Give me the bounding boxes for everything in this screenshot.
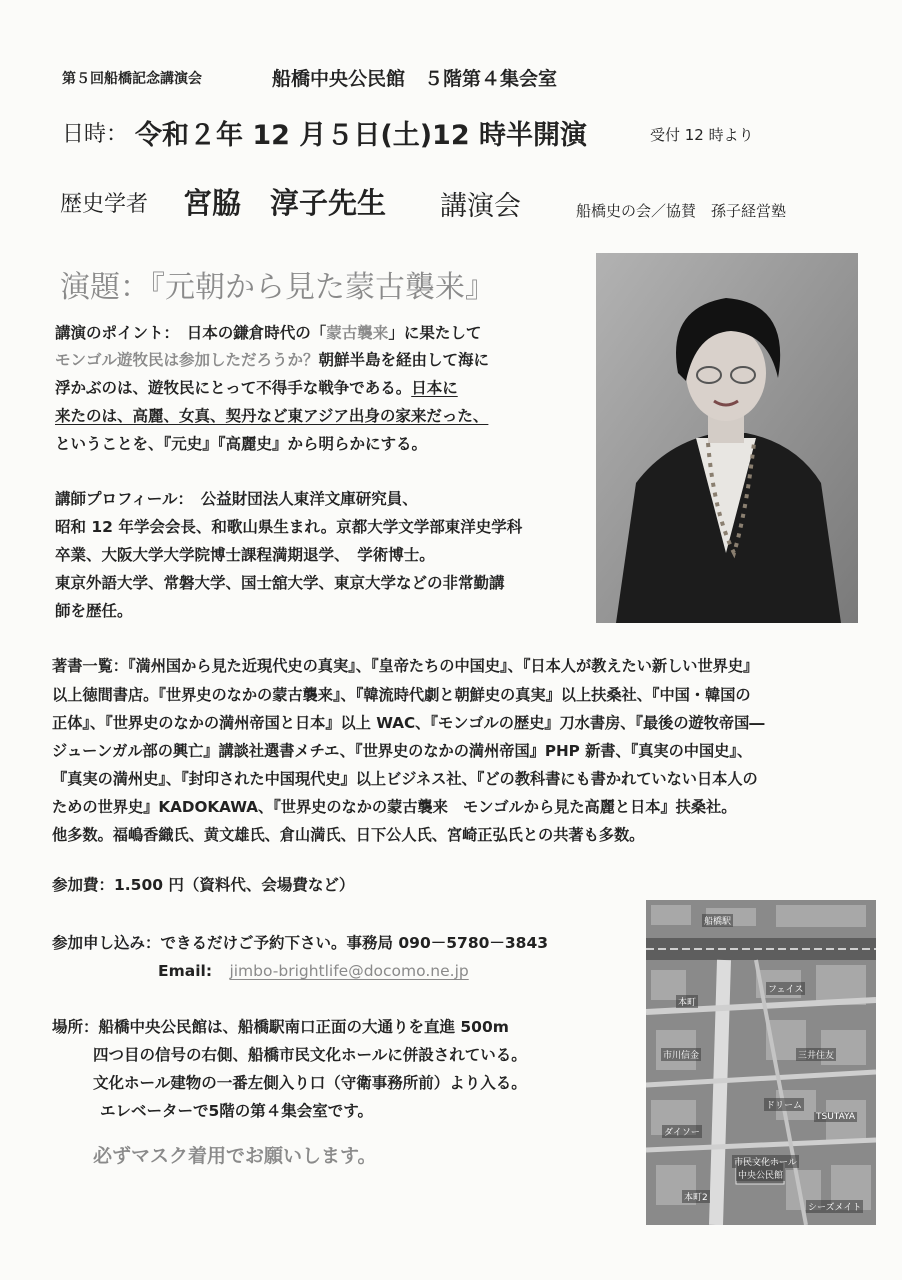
- profile-line-5: 師を歴任。: [55, 602, 133, 620]
- books-line-2: 以上徳間書店。『世界史のなかの蒙古襲来』、『韓流時代劇と朝鮮史の真実』以上扶桑社、『中国・韓国の: [52, 686, 751, 704]
- email-line: [158, 964, 469, 980]
- fee: 参加費：1.500 円（資料代、会場費など）: [52, 876, 355, 894]
- map-label: 市民文化ホール: [732, 1155, 799, 1168]
- points-label: 講演のポイント：: [55, 324, 172, 342]
- speaker-photo: [596, 253, 858, 623]
- points-line-4: 来たのは、高麗、女真、契丹など東アジア出身の家来だった、: [55, 407, 489, 425]
- map-label: 市川信金: [661, 1048, 701, 1061]
- map-label: ドリーム: [764, 1098, 804, 1111]
- books-line-3: 正体』、『世界史のなかの満州帝国と日本』以上 WAC、『モンゴルの歴史』刀水書房、『最後の遊牧帝国―: [52, 714, 765, 732]
- profile-line-2: 昭和 12 年学会会長、和歌山県生まれ。京都大学文学部東洋史学科: [55, 518, 523, 536]
- map-label: ダイソー: [662, 1125, 702, 1138]
- profile-line-4: 東京外語大学、常磐大学、国士舘大学、東京大学などの非常勤講: [55, 574, 505, 592]
- books-line-4: ジューンガル部の興亡』講談社選書メチエ、『世界史のなかの満州帝国』PHP 新書、『真実の中国史』、: [52, 742, 753, 760]
- map-label: 本町: [676, 995, 698, 1008]
- points-text-1a: 日本の鎌倉時代の「: [186, 324, 327, 342]
- mask-notice: 必ずマスク着用でお願いします。: [93, 1145, 377, 1167]
- speaker-name: 宮脇 淳子先生: [183, 186, 387, 220]
- profile-text-1: 公益財団法人東洋文庫研究員、: [200, 490, 418, 508]
- map-label: フェイス: [766, 982, 805, 995]
- books-line-5: 『真実の満州史』、『封印された中国現代史』以上ビジネス社、『どの教科書にも書かれていない日本人の: [52, 770, 758, 788]
- map-label: 本町2: [682, 1190, 710, 1203]
- venue: 船橋中央公民館 ５階第４集会室: [272, 68, 558, 90]
- place-line-3: 文化ホール建物の一番左側入り口（守衛事務所前）より入る。: [93, 1074, 527, 1092]
- points-text-3a: 浮かぶのは、遊牧民にとって不得手な戦争である。: [55, 379, 412, 397]
- points-line-1: [55, 326, 481, 342]
- apply-info: 参加申し込み：できるだけご予約下さい。事務局 090－5780－3843: [52, 934, 549, 952]
- books-line-7: 他多数。福嶋香織氏、黄文雄氏、倉山満氏、日下公人氏、宮崎正弘氏との共著も多数。: [52, 826, 645, 844]
- date-label: 日時：: [62, 122, 129, 147]
- profile-line-1: [55, 492, 418, 508]
- lecture-title-label: 演題：: [60, 270, 150, 305]
- map-label: TSUTAYA: [816, 1112, 856, 1122]
- place-line-1: 場所：船橋中央公民館は、船橋駅南口正面の大通りを直進 500m: [52, 1018, 509, 1036]
- email-label: Email:: [158, 962, 213, 980]
- place-line-4: エレベーターで5階の第４集会室です。: [100, 1102, 374, 1120]
- lecture-label: 講演会: [440, 191, 521, 222]
- points-highlight: 蒙古襲来: [326, 324, 389, 342]
- reception-time: 受付 12 時より: [650, 126, 754, 144]
- sponsors: 船橋史の会／協賛 孫子経営塾: [576, 202, 787, 220]
- points-line-2: [55, 353, 489, 369]
- lecture-title-text: 『元朝から見た蒙古襲来』: [150, 270, 495, 305]
- place-line-2: 四つ目の信号の右側、船橋市民文化ホールに併設されている。: [93, 1046, 527, 1064]
- points-text-2a: モンゴル遊牧民は参加しただろうか？: [55, 351, 319, 369]
- map-label: 中央公民館: [736, 1168, 785, 1181]
- points-text-3b: 日本に: [411, 379, 458, 397]
- map-label: シーズメイト: [806, 1200, 863, 1213]
- area-map: [646, 900, 876, 1225]
- profile-line-3: 卒業、大阪大学大学院博士課程満期退学、 学術博士。: [55, 546, 435, 564]
- points-text-2b: 朝鮮半島を経由して海に: [318, 351, 490, 369]
- map-label: 船橋駅: [702, 914, 733, 927]
- points-line-3: [55, 381, 458, 397]
- speaker-role: 歴史学者: [60, 192, 149, 217]
- event-name: 第５回船橋記念講演会: [62, 71, 202, 87]
- books-line-1: 著書一覧：『満州国から見た近現代史の真実』、『皇帝たちの中国史』、『日本人が教えたい新しい世界史』: [52, 657, 759, 675]
- map-label: 三井住友: [796, 1048, 836, 1061]
- points-line-5: ということを、『元史』『高麗史』から明らかにする。: [55, 435, 428, 453]
- email-link[interactable]: jimbo-brightlife@docomo.ne.jp: [229, 962, 469, 980]
- books-line-6: ための世界史』KADOKAWA、『世界史のなかの蒙古襲来 モンゴルから見た高麗と日本』扶桑社。: [52, 798, 737, 816]
- date-value: 令和２年 12 月５日(土)12 時半開演: [135, 120, 588, 151]
- points-text-1c: 」に果たして: [388, 324, 482, 342]
- profile-label: 講師プロフィール：: [55, 490, 186, 508]
- lecture-title: [60, 262, 495, 306]
